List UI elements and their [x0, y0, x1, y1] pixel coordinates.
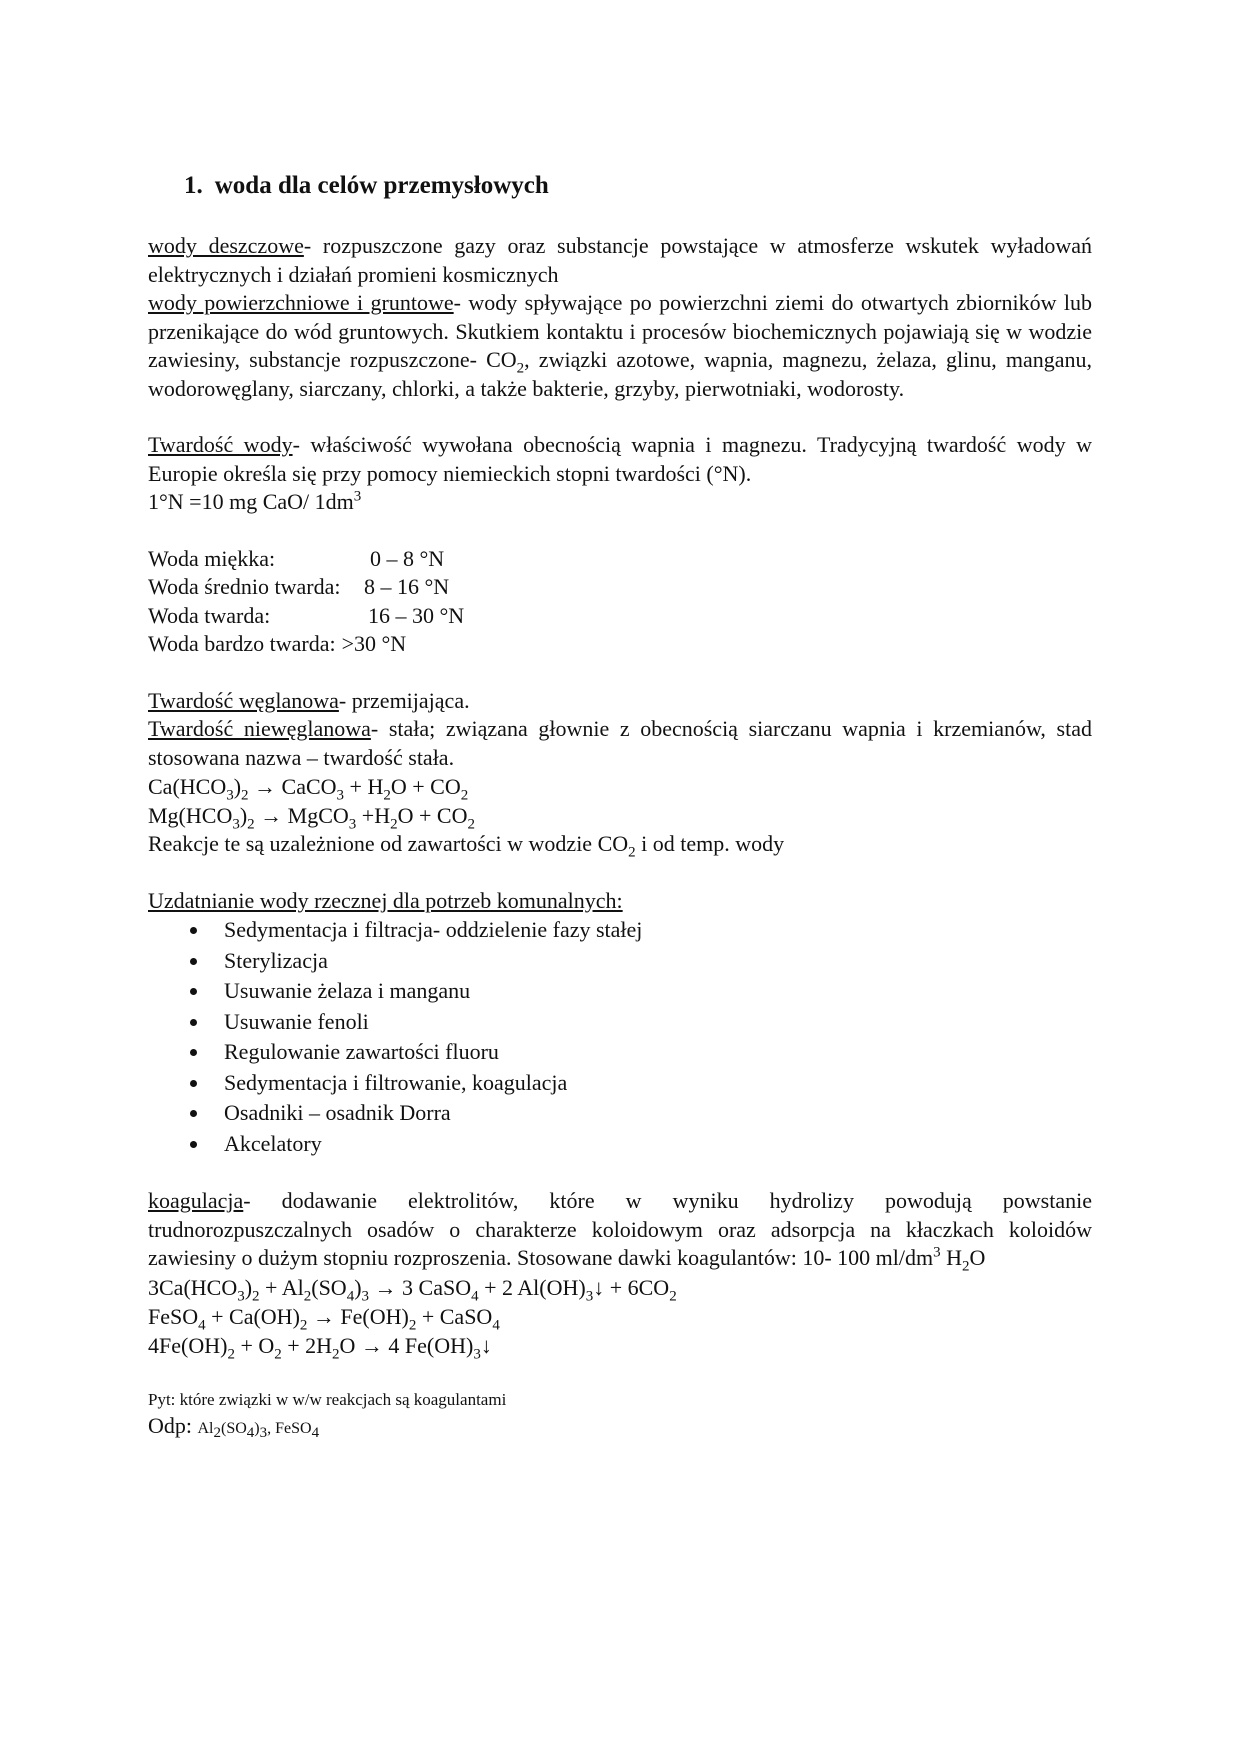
surface-water-text-a: - wody spływające po powierzchni ziemi do otwartych zbiorników lub przenikające do wód gruntowych. Skutkiem kontaktu i procesów biochemicznych pojawiają się w wodzie zawiesiny, substancje rozpuszczone- CO — [148, 290, 1092, 372]
hardness-label: Woda twarda: — [148, 602, 271, 628]
hardness-label: Woda średnio twarda: — [148, 574, 341, 599]
section-title-text: woda dla celów przemysłowych — [214, 172, 549, 199]
hardness-row — [148, 630, 1092, 659]
carbonate-hardness-text: - przemijająca. — [338, 687, 470, 713]
paragraph-surface-water — [148, 289, 1092, 403]
hardness-label: Woda miękka: — [148, 545, 276, 571]
reaction-note-sub: 2 — [628, 844, 636, 861]
paragraph-hardness — [148, 431, 1092, 488]
term-surface-water: wody powierzchniowe i gruntowe — [148, 290, 454, 315]
coagulation-sup: 3 — [933, 1244, 941, 1261]
hardness-unit-text: 1°N =10 mg CaO/ 1dm — [148, 489, 354, 514]
list-item: Usuwanie fenoli — [186, 1007, 1092, 1038]
reaction-note-text-b: i od temp. wody — [635, 831, 785, 856]
coagulation-tail: H — [940, 1245, 963, 1270]
hardness-row — [148, 545, 1092, 574]
noncarbonate-hardness-paragraph — [148, 715, 1092, 772]
equation-magnesium-bicarbonate: $Mg(HCO_3)_2$ → MgCO$_3$ $+H_2O + CO_2$ — [148, 803, 475, 833]
list-item: Regulowanie zawartości fluoru — [186, 1037, 1092, 1068]
list-item: Akcelatory — [186, 1129, 1092, 1160]
paragraph-rain-water — [148, 232, 1092, 289]
hardness-table — [148, 545, 1092, 659]
treatment-heading: Uzdatnianie wody rzecznej dla potrzeb komunalnych: — [148, 887, 623, 913]
treatment-list — [148, 915, 1092, 1159]
coagulation-tail-sub: 2 — [962, 1258, 970, 1275]
reaction-note — [148, 830, 1092, 859]
list-item: Usuwanie żelaza i manganu — [186, 976, 1092, 1007]
question-line: Pyt: które związki w w/w reakcjach są koagulantami — [148, 1389, 507, 1409]
hardness-value: 8 – 16 °N — [364, 574, 450, 599]
list-item: Sterylizacja — [186, 946, 1092, 977]
term-rain-water: wody deszczowe — [148, 233, 304, 258]
hardness-value: >30 °N — [341, 631, 407, 656]
equation-iron-oxidation: $4Fe(OH)_2 + O_2 + 2H_2O \to 4$ $Fe(OH)_3↓$ — [148, 1332, 492, 1362]
hardness-value: 0 – 8 °N — [370, 545, 445, 571]
section-number: 1. — [184, 172, 203, 199]
document-page — [148, 170, 1092, 1443]
term-hardness: Twardość wody — [148, 432, 293, 457]
hardness-label: Woda bardzo twarda: — [148, 631, 336, 656]
list-item: Sedymentacja i filtracja- oddzielenie fazy stałej — [186, 915, 1092, 946]
hardness-row — [148, 573, 1092, 602]
term-noncarbonate-hardness: Twardość niewęglanowa — [148, 716, 371, 741]
term-carbonate-hardness: Twardość węglanowa — [148, 687, 339, 713]
hardness-unit-line — [148, 488, 1092, 517]
equation-alum: $3Ca(HCO_3)_2 + Al_2(SO_4)_3 \to 3$ CaSO$_4$ + 2 $Al(OH)_3↓ + 6CO_2$ — [148, 1274, 677, 1304]
equation-calcium-bicarbonate: $Ca(HCO_3)_2$ → CaCO$_3$ + $H_2O + CO_2$ — [148, 774, 469, 804]
coagulation-paragraph — [148, 1187, 1092, 1273]
rain-water-text: - rozpuszczone gazy oraz substancje powstające w atmosferze wskutek wyładowań elektrycznych i działań promieni kosmicznych — [148, 233, 1092, 287]
equation-iron-sulfate: FeSO$_4$ + $Ca(OH)_2 \to Fe(OH)_2$ + CaSO$_4$ — [148, 1303, 500, 1333]
reaction-note-text-a: Reakcje te są uzależnione od zawartości w wodzie CO — [148, 831, 629, 856]
hardness-row — [148, 602, 1092, 631]
carbonate-hardness-line — [148, 687, 1092, 716]
list-item: Osadniki – osadnik Dorra — [186, 1098, 1092, 1129]
term-coagulation: koagulacja — [148, 1188, 244, 1213]
hardness-unit-sup: 3 — [353, 488, 362, 505]
coagulation-text: - dodawanie elektrolitów, które w wyniku hydrolizy powodują powstanie trudnorozpuszczalnych osadów o charakterze koloidowym oraz adsorpcja na kłaczkach koloidów zawiesiny o dużym stopniu rozproszenia. Stosowane dawki koagulantów: 10- 100 ml/dm — [148, 1188, 1092, 1270]
list-item: Sedymentacja i filtrowanie, koagulacja — [186, 1068, 1092, 1099]
hardness-text: - właściwość wywołana obecnością wapnia i magnezu. Tradycyjną twardość wody w Europie określa się przy pomocy niemieckich stopni twardości (°N). — [148, 432, 1092, 486]
surface-water-text-b: , związki azotowe, wapnia, magnezu, żelaza, glinu, manganu, wodorowęglany, siarczany, chlorki, a także bakterie, grzyby, pierwotniaki, wodorosty. — [148, 347, 1093, 401]
section-title — [184, 170, 1092, 202]
answer-formulas: $Al_2(SO_4)_3$, FeSO$_4$ — [197, 1419, 320, 1441]
answer-line — [148, 1412, 1092, 1443]
hardness-value: 16 – 30 °N — [368, 602, 465, 628]
answer-label: Odp: — [148, 1412, 192, 1438]
co2-subscript: 2 — [516, 360, 525, 377]
noncarbonate-hardness-text: - stała; związana głownie z obecnością siarczanu wapnia i krzemianów, stad stosowana nazwa – twardość stała. — [148, 716, 1092, 770]
coagulation-tail-end: O — [969, 1245, 986, 1270]
